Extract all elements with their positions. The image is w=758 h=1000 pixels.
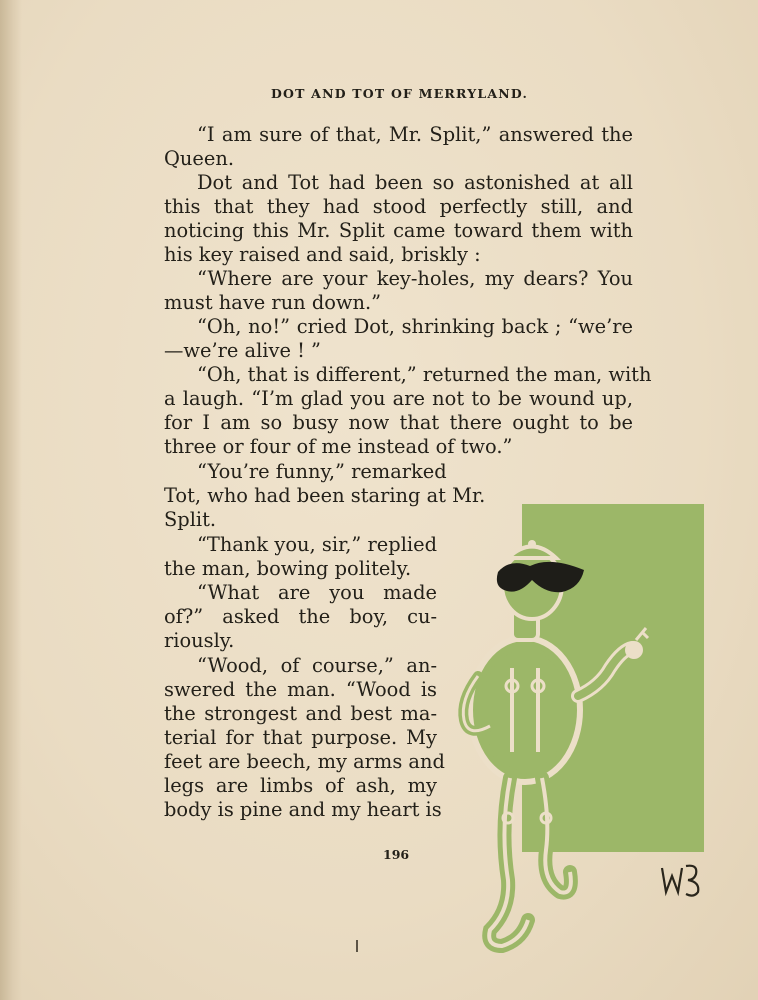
text-line-16: Tot, who had been staring at Mr.: [164, 484, 486, 507]
print-mark: [356, 940, 358, 952]
text-line-14: three or four of me instead of two.”: [164, 435, 513, 458]
text-line-11: “Oh, that is different,” returned the man, with: [197, 363, 652, 386]
text-line-2: Queen.: [164, 147, 234, 170]
text-line-22: riously.: [164, 629, 235, 652]
text-line-9: “Oh, no!” cried Dot, shrinking back ; “we’re: [197, 315, 633, 338]
illustrator-monogram: [662, 866, 698, 896]
text-line-8: must have run down.”: [164, 291, 382, 314]
text-line-7: “Where are your key-holes, my dears? You: [197, 267, 633, 290]
page-number: 196: [383, 847, 410, 862]
text-line-5: noticing this Mr. Split came toward them with: [164, 219, 633, 242]
text-line-6: his key raised and said, briskly :: [164, 243, 481, 266]
text-line-10: —we’re alive ! ”: [164, 339, 321, 362]
text-line-29: body is pine and my heart is: [164, 798, 442, 821]
text-line-25: the strongest and best ma-: [164, 702, 437, 725]
text-line-1: “I am sure of that, Mr. Split,” answered the: [197, 123, 633, 146]
man-body: [470, 638, 580, 782]
text-line-24: swered the man. “Wood is: [164, 678, 437, 701]
text-line-28: legs are limbs of ash, my: [164, 774, 437, 797]
text-line-27: feet are beech, my arms and: [164, 750, 445, 773]
book-gutter-shadow: [0, 0, 22, 1000]
text-line-19: the man, bowing politely.: [164, 557, 412, 580]
text-line-13: for I am so busy now that there ought to be: [164, 411, 633, 434]
text-line-20: “What are you made: [197, 581, 437, 604]
running-head: DOT AND TOT OF MERRYLAND.: [271, 86, 528, 101]
text-line-12: a laugh. “I’m glad you are not to be wound up,: [164, 387, 633, 410]
text-line-21: of?” asked the boy, cu-: [164, 605, 437, 628]
text-line-23: “Wood, of course,” an-: [197, 654, 437, 677]
text-line-18: “Thank you, sir,” replied: [197, 533, 437, 556]
text-line-4: this that they had stood perfectly still, and: [164, 195, 633, 218]
text-line-15: “You’re funny,” remarked: [197, 460, 447, 483]
text-line-17: Split.: [164, 508, 217, 531]
wooden-man-illustration: [450, 500, 710, 960]
text-line-3: Dot and Tot had been so astonished at all: [197, 171, 633, 194]
text-line-26: terial for that purpose. My: [164, 726, 437, 749]
